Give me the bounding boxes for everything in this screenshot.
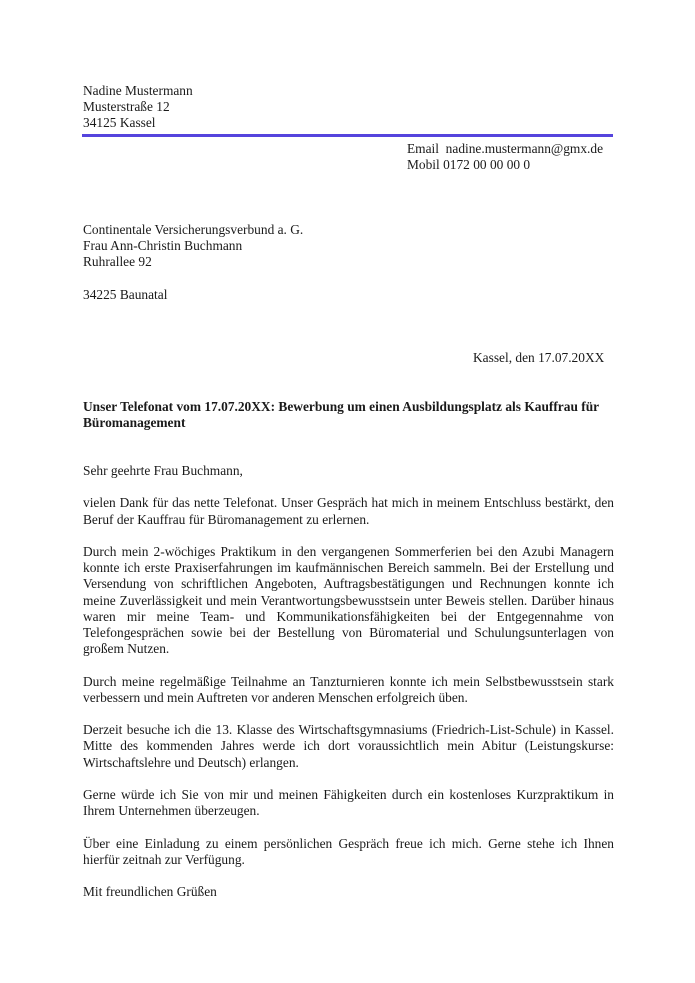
letter-date: Kassel, den 17.07.20XX <box>473 350 605 365</box>
salutation: Sehr geehrte Frau Buchmann, <box>83 463 243 478</box>
letter-body <box>83 463 614 917</box>
contact-email: Email nadine.mustermann@gmx.de <box>407 141 604 156</box>
body-paragraph: Durch mein 2-wöchiges Praktikum in den vergangenen Sommerferien bei den Azubi Managern konnte ich erste Praxiserfahrungen im kaufmännischen Bereich sammeln. Bei der Erstellung und Versendung von schriftlichen Angeboten, Auftragsbestätigungen und Rechnungen konnte ich meine Zuverlässigkeit und mein Verantwortungsbewusstsein unter Beweis stellen. Darüber hinaus waren mir meine Team- und Kommunikationsfähigkeiten bei der Entgegennahme von Telefongesprächen sowie bei der Bestellung von Büromaterial und Schulungsunterlagen von großem Nutzen. <box>83 543 614 657</box>
letter-subject: Unser Telefonat vom 17.07.20XX: Bewerbung um einen Ausbildungsplatz als Kauffrau für Büromanagement <box>83 399 599 431</box>
body-paragraph: Derzeit besuche ich die 13. Klasse des Wirtschaftsgymnasiums (Friedrich-List-Schule) in Kassel. Mitte des kommenden Jahres werde ich dort voraussichtlich mein Abitur (Leistungskurse: Wirtschaftslehre und Deutsch) erlangen. <box>83 722 614 770</box>
sender-street: Musterstraße 12 <box>83 99 170 115</box>
closing: Mit freundlichen Grüßen <box>83 884 217 900</box>
header-divider <box>82 134 613 137</box>
recipient-company: Continentale Versicherungsverbund a. G. <box>83 222 304 237</box>
contact-mobile: Mobil 0172 00 00 00 0 <box>407 157 531 173</box>
recipient-street: Ruhrallee 92 <box>83 254 152 270</box>
sender-name: Nadine Mustermann <box>83 83 193 98</box>
body-paragraph: Über eine Einladung zu einem persönlichen Gespräch freue ich mich. Gerne stehe ich Ihnen hierfür zeitnah zur Verfügung. <box>83 835 614 867</box>
sender-address-block <box>83 83 193 132</box>
sender-city: 34125 Kassel <box>83 115 156 131</box>
body-paragraph: Durch meine regelmäßige Teilnahme an Tanzturnieren konnte ich mein Selbstbewusstsein stark verbessern und mein Auftreten vor anderen Menschen erfolgreich üben. <box>83 673 614 705</box>
recipient-person: Frau Ann-Christin Buchmann <box>83 238 243 254</box>
recipient-city: 34225 Baunatal <box>83 287 168 302</box>
recipient-address-block <box>83 222 303 271</box>
body-paragraph: Gerne würde ich Sie von mir und meinen Fähigkeiten durch ein kostenloses Kurzpraktikum in Ihrem Unternehmen überzeugen. <box>83 786 614 819</box>
contact-block <box>407 141 603 173</box>
body-paragraph: vielen Dank für das nette Telefonat. Unser Gespräch hat mich in meinem Entschluss bestärkt, den Beruf der Kauffrau für Büromanagement zu erlernen. <box>83 495 614 527</box>
